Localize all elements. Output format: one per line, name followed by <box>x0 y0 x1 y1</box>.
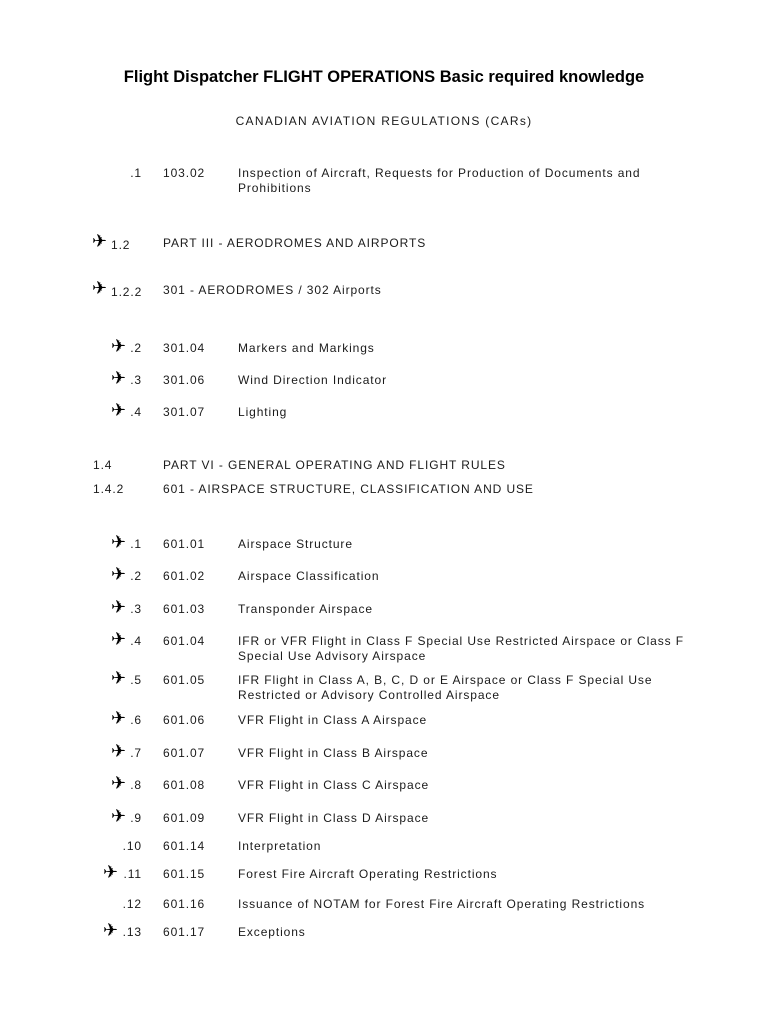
airplane-icon: ✈ <box>111 741 127 761</box>
regulation-title: Issuance of NOTAM for Forest Fire Aircraft Operating Restrictions <box>238 897 646 911</box>
airplane-icon: ✈ <box>111 629 127 649</box>
regulation-code: 601.08 <box>163 778 206 792</box>
entry-number: .6 <box>130 713 142 727</box>
regulation-code: 301.04 <box>163 341 206 355</box>
regulation-code: 601.06 <box>163 713 206 727</box>
regulation-code: 601.02 <box>163 569 206 583</box>
regulation-title: PART III - AERODROMES AND AIRPORTS <box>163 236 427 250</box>
entry-number: .4 <box>130 405 142 419</box>
entry-number: 1.4 <box>93 458 113 472</box>
page-title: Flight Dispatcher FLIGHT OPERATIONS Basic required knowledge <box>123 68 645 86</box>
regulation-code: 601.14 <box>163 839 206 853</box>
airplane-icon: ✈ <box>111 806 127 826</box>
regulation-title: Wind Direction Indicator <box>238 373 387 387</box>
regulation-code: 601.15 <box>163 867 206 881</box>
regulation-code: 601.17 <box>163 925 206 939</box>
entry-number: .1 <box>130 537 142 551</box>
airplane-icon: ✈ <box>111 368 127 388</box>
page-subtitle: CANADIAN AVIATION REGULATIONS (CARs) <box>235 114 533 128</box>
regulation-title: VFR Flight in Class C Airspace <box>238 778 430 792</box>
regulation-title: IFR or VFR Flight in Class F Special Use Restricted Airspace or Class F Special Use Advisory Airspace <box>238 634 685 663</box>
airplane-icon: ✈ <box>111 773 127 793</box>
airplane-icon: ✈ <box>111 597 127 617</box>
entry-number: 1.2 <box>111 238 131 252</box>
regulation-code: 601.03 <box>163 602 206 616</box>
regulation-title: Forest Fire Aircraft Operating Restrictions <box>238 867 498 881</box>
regulation-title: VFR Flight in Class D Airspace <box>238 811 430 825</box>
airplane-icon: ✈ <box>92 278 108 298</box>
entry-number: .3 <box>130 602 142 616</box>
entry-number: .12 <box>122 897 142 911</box>
regulation-code: 301.06 <box>163 373 206 387</box>
airplane-icon: ✈ <box>111 400 127 420</box>
regulation-title: Inspection of Aircraft, Requests for Production of Documents and Prohibitions <box>238 166 641 195</box>
entry-number: .1 <box>130 166 142 180</box>
regulation-title: Interpretation <box>238 839 322 853</box>
airplane-icon: ✈ <box>103 920 119 940</box>
airplane-icon: ✈ <box>111 708 127 728</box>
regulation-title: Exceptions <box>238 925 306 939</box>
airplane-icon: ✈ <box>103 862 119 882</box>
entry-number: .9 <box>130 811 142 825</box>
entry-number: .10 <box>122 839 142 853</box>
regulation-code: 301.07 <box>163 405 206 419</box>
regulation-title: Lighting <box>238 405 288 419</box>
airplane-icon: ✈ <box>92 231 108 251</box>
regulation-title: 301 - AERODROMES / 302 Airports <box>163 283 382 297</box>
entry-number: .2 <box>130 341 142 355</box>
entry-number: 1.4.2 <box>93 482 125 496</box>
airplane-icon: ✈ <box>111 564 127 584</box>
entry-number: 1.2.2 <box>111 285 143 299</box>
regulation-title: IFR Flight in Class A, B, C, D or E Airspace or Class F Special Use Restricted or Advisory Controlled Airspace <box>238 673 653 702</box>
regulation-code: 601.04 <box>163 634 206 648</box>
airplane-icon: ✈ <box>111 668 127 688</box>
regulation-title: VFR Flight in Class B Airspace <box>238 746 429 760</box>
regulation-code: 103.02 <box>163 166 206 180</box>
regulation-code: 601.09 <box>163 811 206 825</box>
entry-number: .3 <box>130 373 142 387</box>
regulation-title: PART VI - GENERAL OPERATING AND FLIGHT RULES <box>163 458 506 472</box>
airplane-icon: ✈ <box>111 532 127 552</box>
regulation-code: 601.16 <box>163 897 206 911</box>
regulation-code: 601.01 <box>163 537 206 551</box>
regulation-title: Airspace Structure <box>238 537 353 551</box>
airplane-icon: ✈ <box>111 336 127 356</box>
regulation-title: Transponder Airspace <box>238 602 373 616</box>
regulation-code: 601.05 <box>163 673 206 687</box>
entry-number: .7 <box>130 746 142 760</box>
entry-number: .8 <box>130 778 142 792</box>
regulation-title: Airspace Classification <box>238 569 380 583</box>
entry-number: .5 <box>130 673 142 687</box>
entry-number: .11 <box>123 867 142 881</box>
entry-number: .2 <box>130 569 142 583</box>
entry-number: .13 <box>122 925 142 939</box>
entry-number: .4 <box>130 634 142 648</box>
regulation-title: VFR Flight in Class A Airspace <box>238 713 428 727</box>
regulation-code: 601.07 <box>163 746 206 760</box>
regulation-title: Markers and Markings <box>238 341 375 355</box>
regulation-title: 601 - AIRSPACE STRUCTURE, CLASSIFICATION AND USE <box>163 482 534 496</box>
